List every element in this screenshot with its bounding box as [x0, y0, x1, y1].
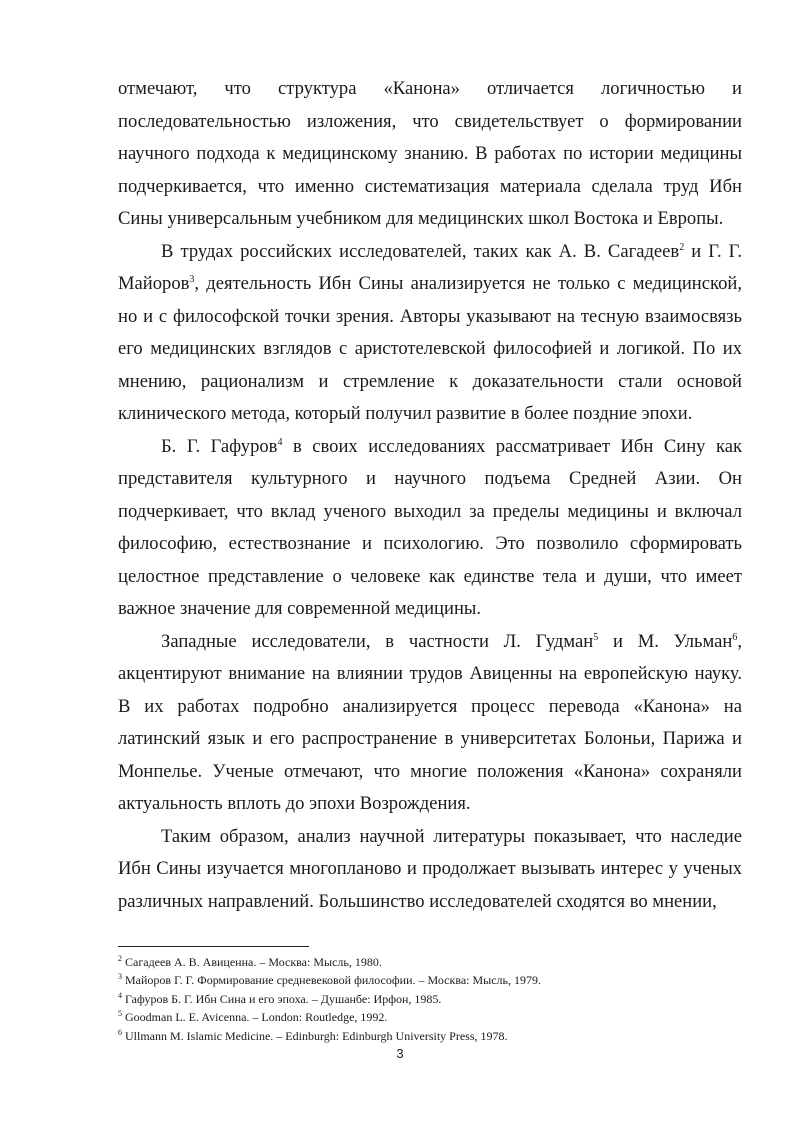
- paragraph: [118, 626, 742, 821]
- footnote-text: Сагадеев А. В. Авиценна. – Москва: Мысль, 1980.: [125, 955, 382, 969]
- footnote-ref[interactable]: 5: [593, 631, 599, 643]
- document-body: [118, 73, 742, 918]
- footnote: [118, 1027, 742, 1045]
- footnote-ref[interactable]: 2: [679, 241, 685, 253]
- paragraph-text: , акцентируют внимание на влиянии трудов Авиценны на европейскую науку. В их работах подробно анализируется процесс перевода «Канона» на латинский язык и его распространение в университетах Болоньи, Парижа и Монпелье. Ученые отмечают, что многие положения «Канона» сохраняли актуальность вплоть до эпохи Возрождения.: [118, 630, 742, 814]
- footnote: [118, 990, 742, 1008]
- footnote-ref[interactable]: 3: [189, 273, 195, 285]
- footnote-separator: [118, 946, 309, 947]
- footnote-text: Ullmann M. Islamic Medicine. – Edinburgh: Edinburgh University Press, 1978.: [125, 1028, 508, 1043]
- paragraph-text: , деятельность Ибн Сины анализируется не только с медицинской, но и с философской точки зрения. Авторы указывают на тесную взаимосвязь его медицинских взглядов с аристотелевской философией и логикой. По их мнению, рационализм и стремление к доказательности стали основой клинического метода, который получил развитие в более поздние эпохи.: [118, 273, 742, 424]
- footnote-number: 5: [118, 1009, 122, 1019]
- footnote-text: Goodman L. E. Avicenna. – London: Routledge, 1992.: [125, 1010, 388, 1025]
- paragraph: [118, 236, 742, 431]
- paragraph-text: В трудах российских исследователей, таких как А. В. Сагадеев: [161, 240, 680, 262]
- footnote-text: Гафуров Б. Г. Ибн Сина и его эпоха. – Душанбе: Ирфон, 1985.: [125, 991, 442, 1006]
- footnote-number: 3: [118, 972, 122, 982]
- paragraph: [118, 73, 742, 236]
- paragraph: [118, 821, 742, 919]
- paragraph-text: и Г. Г. Майоров: [118, 240, 742, 294]
- paragraph: [118, 431, 742, 626]
- footnote-number: 4: [118, 990, 122, 1000]
- paragraph-text: и М. Ульман: [598, 630, 733, 652]
- paragraph-text: Б. Г. Гафуров: [161, 435, 278, 457]
- footnote-text: Майоров Г. Г. Формирование средневековой философии. – Москва: Мысль, 1979.: [125, 973, 542, 988]
- footnote: [118, 1008, 742, 1026]
- footnotes-section: [118, 946, 742, 1045]
- footnote-number: 2: [118, 954, 122, 963]
- page-number: 3: [396, 1046, 404, 1061]
- footnote-ref[interactable]: 4: [277, 436, 283, 448]
- footnote: [118, 953, 742, 971]
- paragraph-text: Западные исследователи, в частности Л. Гудман: [161, 630, 594, 652]
- footnote-ref[interactable]: 6: [732, 631, 738, 643]
- paragraph-text: отмечают, что структура «Канона» отличается логичностью и последовательностью изложения, что свидетельствует о формировании научного подхода к медицинскому знанию. В работах по истории медицины подчеркивается, что именно систематизация материала сделала труд Ибн Сины универсальным учебником для медицинских школ Востока и Европы.: [118, 78, 742, 229]
- paragraph-text: в своих исследованиях рассматривает Ибн Сину как представителя культурного и научного подъема Средней Азии. Он подчеркивает, что вклад ученого выходил за пределы медицины и включал философию, естествознание и психологию. Это позволило сформировать целостное представление о человеке как единстве тела и души, что имеет важное значение для современной медицины.: [118, 435, 743, 619]
- paragraph-text: Таким образом, анализ научной литературы показывает, что наследие Ибн Сины изучается многопланово и продолжает вызывать интерес у ученых различных направлений. Большинство исследователей сходятся во мнении,: [118, 825, 742, 912]
- footnote: [118, 971, 742, 989]
- footnote-number: 6: [118, 1027, 122, 1037]
